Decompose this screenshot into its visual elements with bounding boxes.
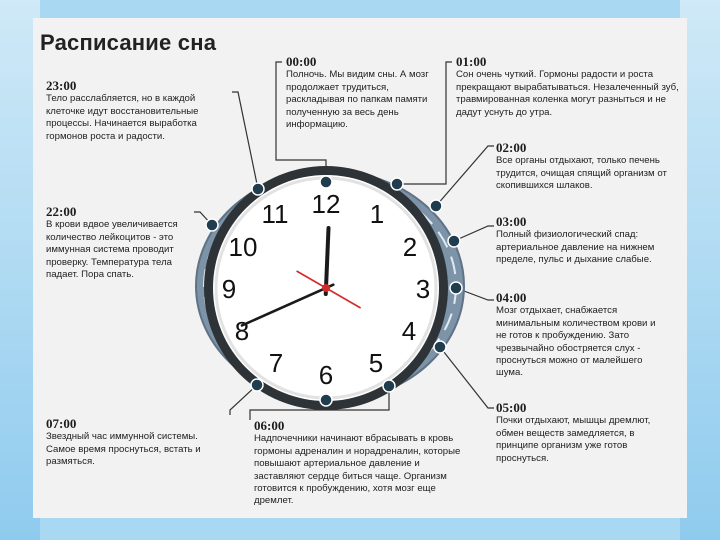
entry-text: Сон очень чуткий. Гормоны радости и роста прекращают вырабатываться. Незалеченный зуб, травмированная коленка могут разныться и не дадут уснуть до утра. <box>456 69 679 118</box>
entry-text: Тело расслабляется, но в каждой клеточке идут восстановительные процессы. Начинается выработка гормонов роста и радости. <box>46 93 199 142</box>
leader-0500 <box>440 347 494 408</box>
entry-text: Почки отдыхают, мышцы дремлют, обмен веществ замедляется, в принципе организм уже готов проснуться. <box>496 415 651 464</box>
ring-marker-0300 <box>448 235 460 247</box>
entry-text: Все органы отдыхают, только печень трудится, очищая спящий организм от скопившихся шлаков. <box>496 155 667 192</box>
ring-marker-0200 <box>430 200 442 212</box>
entry-time: 01:00 <box>456 54 487 69</box>
clock-number-8: 8 <box>234 316 250 346</box>
ring-marker-0700 <box>251 379 263 391</box>
clock-number-10: 10 <box>228 232 258 262</box>
entry-time: 03:00 <box>496 214 527 229</box>
entry-time: 07:00 <box>46 416 77 431</box>
clock-number-4: 4 <box>401 316 417 346</box>
ring-marker-0630 <box>320 394 332 406</box>
clock-number-5: 5 <box>368 348 384 378</box>
clock-number-6: 6 <box>318 360 334 390</box>
entry-time: 02:00 <box>496 140 527 155</box>
ring-marker-0500 <box>434 341 446 353</box>
entry-0200 <box>496 142 676 193</box>
leader-2300 <box>232 92 258 189</box>
clock-number-11: 11 <box>261 199 289 229</box>
clock-number-1: 1 <box>369 199 385 229</box>
entry-text: Звездный час иммунной системы. Самое время проснуться, встать и размяться. <box>46 431 201 468</box>
entry-time: 22:00 <box>46 204 77 219</box>
clock-number-12: 12 <box>311 189 341 219</box>
entry-2200 <box>46 206 194 281</box>
ring-marker-0600 <box>383 380 395 392</box>
ring-marker-2300 <box>252 183 264 195</box>
entry-time: 00:00 <box>286 54 317 69</box>
ring-marker-0400 <box>450 282 462 294</box>
entry-0700 <box>46 418 206 469</box>
clock-number-2: 2 <box>402 232 418 262</box>
ring-marker-0000 <box>320 176 332 188</box>
entry-text: Полный физиологический спад: артериальное давление на нижнем пределе, пульс и дыхание слабые. <box>496 229 655 266</box>
ring-marker-2200 <box>206 219 218 231</box>
clock-center-cap <box>322 284 330 292</box>
entry-0100 <box>456 56 681 119</box>
entry-text: Надпочечники начинают вбрасывать в кровь гормоны адреналин и норадреналин, которые повышают артериальное давление и заставляют сердце биться чаще. Организм готовится к пробуждению, хотя мозг еще дремлет. <box>254 433 461 507</box>
entry-0000 <box>286 56 438 131</box>
entry-time: 05:00 <box>496 400 527 415</box>
entry-time: 23:00 <box>46 78 77 93</box>
entry-0600 <box>254 420 470 508</box>
entry-2300 <box>46 80 232 143</box>
entry-time: 04:00 <box>496 290 527 305</box>
ring-marker-0100 <box>391 178 403 190</box>
entry-0400 <box>496 292 668 380</box>
clock-number-9: 9 <box>221 274 237 304</box>
clock-number-7: 7 <box>268 348 284 378</box>
entry-time: 06:00 <box>254 418 285 433</box>
leader-0200 <box>436 146 494 206</box>
entry-text: Мозг отдыхает, снабжается минимальным количеством крови и не готов к пробуждению. Зато чрезвычайно обостряется слух - проснуться можно от малейшего шума. <box>496 305 656 379</box>
entry-0300 <box>496 216 680 267</box>
entry-text: Полночь. Мы видим сны. А мозг продолжает трудиться, раскладывая по папкам памяти полученную за весь день информацию. <box>286 69 429 131</box>
entry-text: В крови вдвое увеличивается количество лейкоцитов - это иммунная система проводит проверку. Температура тела падает. Пора спать. <box>46 219 178 281</box>
entry-0500 <box>496 402 662 465</box>
page-title: Расписание сна <box>40 30 217 55</box>
clock-number-3: 3 <box>415 274 431 304</box>
